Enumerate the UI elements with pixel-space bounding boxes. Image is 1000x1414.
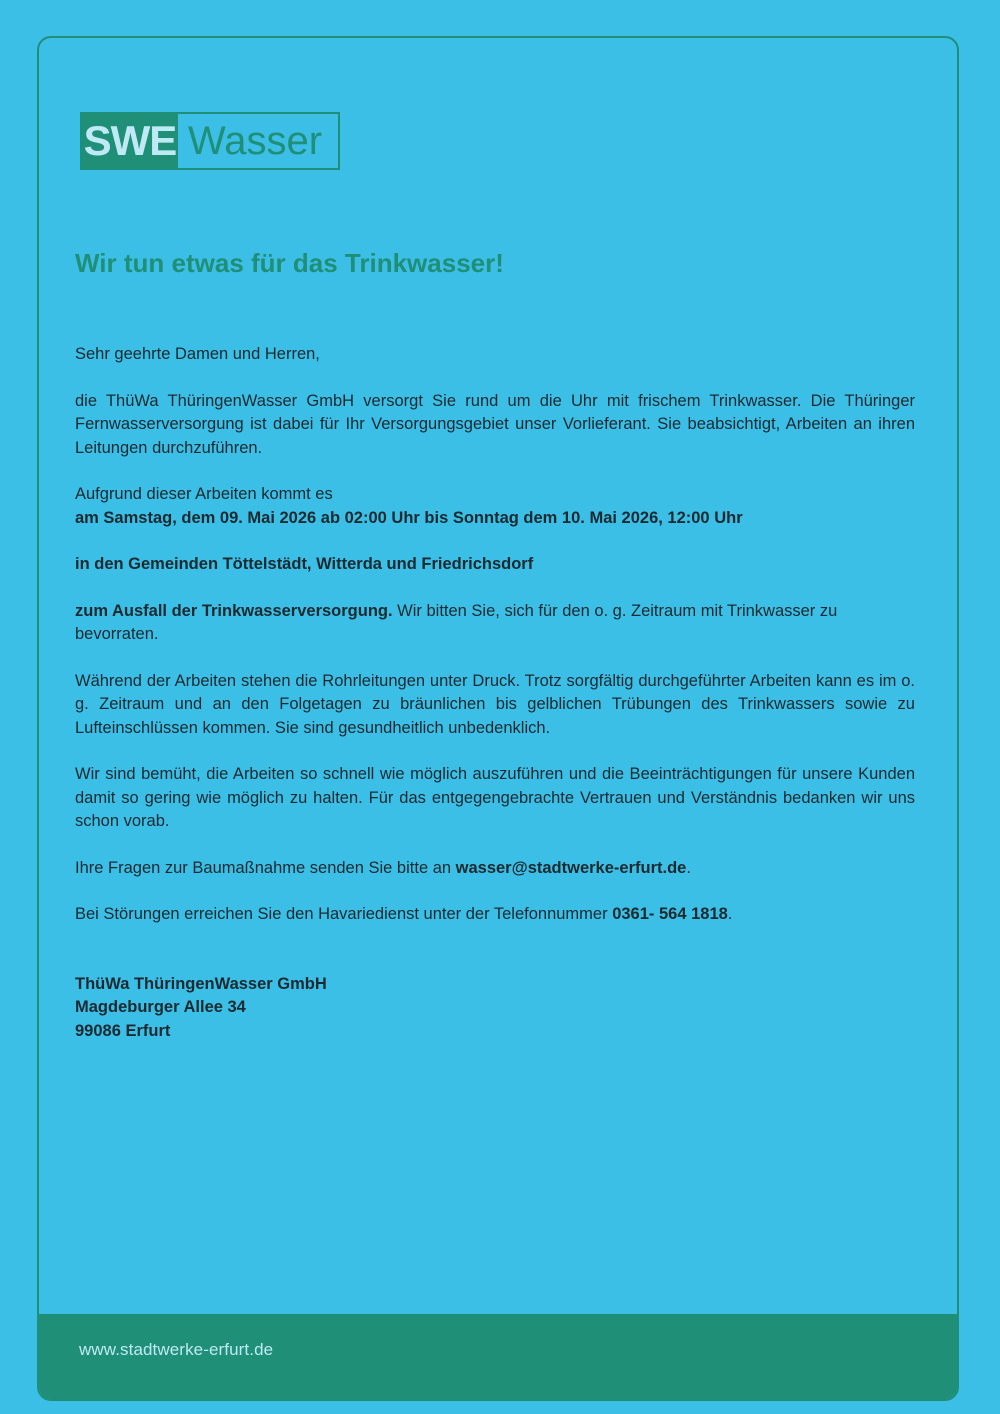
logo-wasser: Wasser <box>188 118 323 163</box>
intro-paragraph: die ThüWa ThüringenWasser GmbH versorgt Sie rund um die Uhr mit frischem Trinkwasser. Die Thüringer Fernwasserversorgung ist dabei für Ihr Versorgungsgebiet unser Vorlieferant. Sie beabsichtigt, Arbeiten an ihren Leitungen durchzuführen. <box>75 391 915 457</box>
fault-paragraph <box>75 903 915 927</box>
salutation: Sehr geehrte Damen und Herren, <box>75 345 320 363</box>
email-link[interactable]: wasser@stadtwerke-erfurt.de <box>455 858 687 877</box>
phone-number[interactable]: 0361- 564 1818 <box>612 905 728 923</box>
fault-text: Bei Störungen erreichen Sie den Havariedienst unter der Telefonnummer <box>75 905 613 923</box>
sender-street: Magdeburger Allee 34 <box>75 998 246 1016</box>
date-range: am Samstag, dem 09. Mai 2026 ab 02:00 Uhr bis Sonntag dem 10. Mai 2026, 12:00 Uhr <box>75 508 743 527</box>
footer-band <box>39 1314 957 1399</box>
footer-url[interactable]: www.stadtwerke-erfurt.de <box>79 1340 274 1359</box>
logo-swe: SWE <box>82 114 178 168</box>
outage-bold: zum Ausfall der Trinkwasserversorgung. <box>75 601 393 620</box>
questions-text: Ihre Fragen zur Baumaßnahme senden Sie bitte an <box>75 858 456 877</box>
questions-paragraph <box>75 857 915 881</box>
apology-paragraph: Wir sind bemüht, die Arbeiten so schnell wie möglich auszuführen und die Beeinträchtigungen für unsere Kunden damit so gering wie möglich zu halten. Für das entgegengebrachte Vertrauen und Verständnis bedanken wir uns schon vorab. <box>75 765 915 830</box>
pressure-paragraph: Während der Arbeiten stehen die Rohrleitungen unter Druck. Trotz sorgfältig durchgeführter Arbeiten kann es im o. g. Zeitraum und an den Folgetagen zu bräunlichen bis gelblichen Trübungen des Trinkwassers sowie zu Lufteinschlüssen kommen. Sie sind gesundheitlich unbedenklich. <box>75 671 915 737</box>
sender-city: 99086 Erfurt <box>75 1021 171 1040</box>
municipalities: in den Gemeinden Töttelstädt, Witterda und Friedrichsdorf <box>75 555 534 573</box>
outage-rest: Wir bitten Sie, sich für den o. g. Zeitraum mit Trinkwasser zu bevorraten. <box>75 601 838 643</box>
swe-wasser-logo <box>80 112 340 170</box>
reason-lead: Aufgrund dieser Arbeiten kommt es <box>75 485 333 503</box>
headline: Wir tun etwas für das Trinkwasser! <box>75 248 504 278</box>
fault-end: . <box>727 905 733 923</box>
letter-body <box>75 343 915 1043</box>
sender-company: ThüWa ThüringenWasser GmbH <box>75 974 327 993</box>
questions-end: . <box>686 858 691 877</box>
outage-paragraph <box>75 600 915 647</box>
